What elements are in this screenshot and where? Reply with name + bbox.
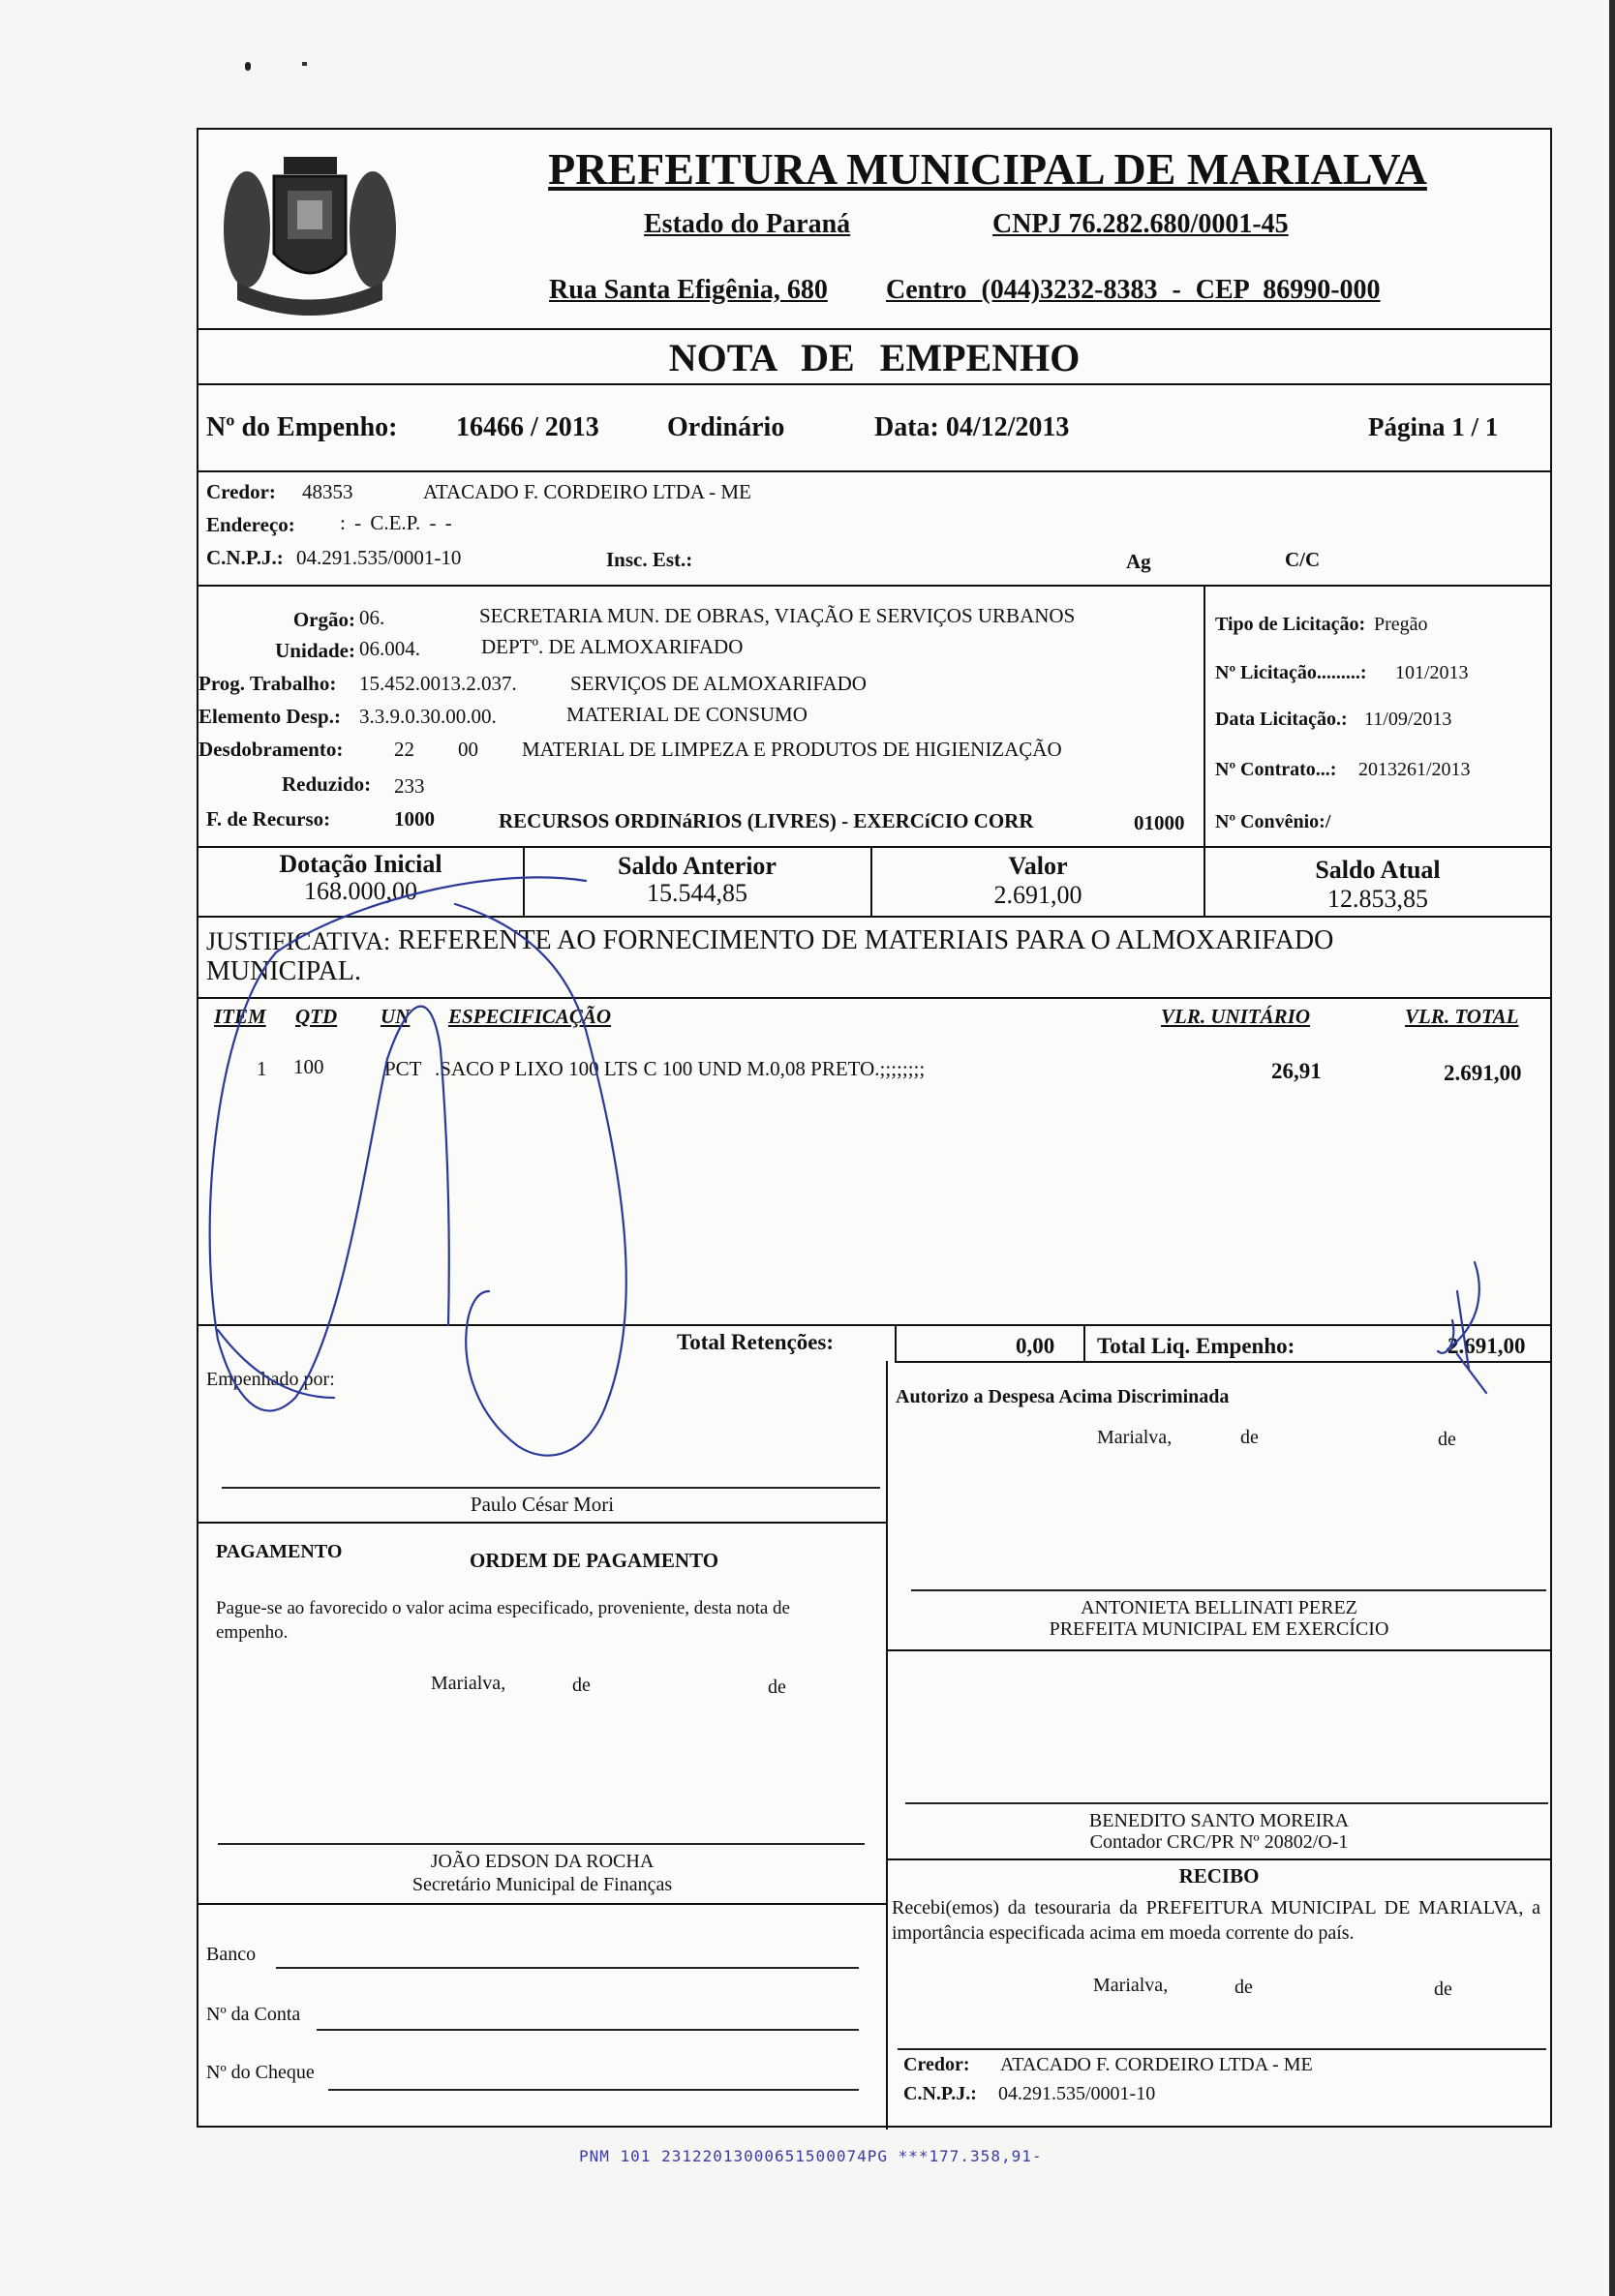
recibo-city: Marialva, [1093,1975,1169,1996]
autorizo-city: Marialva, [1097,1427,1173,1448]
item-unit-value: 26,91 [1271,1059,1322,1083]
footer-code: PNM 101 23122013000651500074PG ***177.358,91- [579,2147,1043,2165]
recibo-de2: de [1434,1979,1452,2000]
liquido-value: 2.691,00 [1447,1334,1526,1358]
desdobramento-code: 22 [394,738,414,761]
conta-label: Nº da Conta [206,2004,301,2025]
recurso-number: 01000 [1134,811,1185,834]
retencoes-value: 0,00 [1016,1334,1055,1358]
col-qtd-header: QTD [295,1005,338,1028]
financas-signer-name: JOÃO EDSON DA ROCHA [430,1851,655,1872]
municipality-title: PREFEITURA MUNICIPAL DE MARIALVA [548,144,1427,194]
recibo-cnpj-value: 04.291.535/0001-10 [998,2083,1156,2104]
empenhado-label: Empenhado por: [206,1369,335,1390]
recibo-title: RECIBO [1178,1864,1260,1888]
scan-speck [245,62,251,71]
elemento-code: 3.3.9.0.30.00.00. [359,705,497,728]
saldo-anterior-value: 15.544,85 [647,879,747,907]
city-address: Rua Santa Efigênia, 680 [549,275,828,305]
contrato-value: 2013261/2013 [1358,759,1471,780]
recibo-credor-label: Credor: [903,2054,970,2075]
num-licitacao-label: Nº Licitação.........: [1215,662,1367,683]
empenho-date: Data: 04/12/2013 [874,412,1070,442]
col-item-header: ITEM [214,1005,266,1028]
orgao-name: SECRETARIA MUN. DE OBRAS, VIAÇÃO E SERVIÇOS URBANOS [479,604,1076,627]
scan-speck [302,62,307,66]
orgao-code: 06. [359,606,385,629]
recibo-cnpj-label: C.N.P.J.: [903,2083,977,2104]
ordem-pagamento-title: ORDEM DE PAGAMENTO [470,1549,719,1572]
empenho-number: 16466 / 2013 [456,412,599,442]
item-number: 1 [257,1057,267,1080]
dotacao-label: Dotação Inicial [279,850,442,878]
autorizo-de2: de [1438,1429,1456,1450]
financas-signer-role: Secretário Municipal de Finanças [411,1874,673,1895]
insc-est-label: Insc. Est.: [606,548,693,571]
credor-cnpj: 04.291.535/0001-10 [296,546,462,569]
page-edge [1609,0,1615,2296]
empenho-label: Nº do Empenho: [206,412,398,442]
data-licitacao-value: 11/09/2013 [1364,709,1452,730]
item-total-value: 2.691,00 [1444,1061,1522,1085]
reduzido-value: 233 [394,774,425,798]
tipo-licitacao-value: Pregão [1374,614,1428,635]
empenho-type: Ordinário [667,412,785,442]
saldo-atual-value: 12.853,85 [1327,885,1428,913]
col-total-header: VLR. TOTAL [1405,1005,1519,1028]
col-un-header: UN [381,1005,411,1028]
recurso-label: F. de Recurso: [206,807,331,831]
item-un: PCT [384,1057,422,1080]
orgao-label: Orgão: [292,608,355,631]
recibo-text: Recebi(emos) da tesouraria da PREFEITURA MUNICIPAL DE MARIALVA, a importância especificada acima em moeda corrente do país. [892,1897,1540,1944]
valor-value: 2.691,00 [993,881,1082,909]
retencoes-label: Total Retenções: [677,1330,835,1354]
elemento-name: MATERIAL DE CONSUMO [566,703,808,726]
unidade-code: 06.004. [359,637,420,660]
pagamento-label: PAGAMENTO [216,1541,343,1562]
justificativa-line1: REFERENTE AO FORNECIMENTO DE MATERIAIS PARA O ALMOXARIFADO [398,925,1334,955]
cnpj-label: C.N.P.J.: [206,546,284,569]
state-name: Estado do Paraná [644,209,851,239]
liquido-label: Total Liq. Empenho: [1097,1334,1295,1358]
pagamento-city: Marialva, [431,1673,506,1694]
item-qtd: 100 [293,1055,324,1078]
saldo-anterior-label: Saldo Anterior [618,852,777,880]
pagamento-de1: de [572,1675,591,1696]
autorizo-de1: de [1240,1427,1259,1448]
agency-label: Ag [1126,550,1151,573]
cheque-label: Nº do Cheque [206,2062,315,2083]
valor-label: Valor [1008,852,1068,880]
prog-label: Prog. Trabalho: [198,672,337,695]
document-form [197,128,1552,2128]
prog-code: 15.452.0013.2.037. [359,672,517,695]
unidade-label: Unidade: [275,639,355,662]
recurso-name: RECURSOS ORDINáRIOS (LIVRES) - EXERCíCIO CORR [499,809,1034,832]
empenhado-signer: Paulo César Mori [470,1493,615,1516]
col-unit-header: VLR. UNITÁRIO [1161,1005,1311,1028]
desdobramento-sub: 00 [458,738,478,761]
contrato-label: Nº Contrato...: [1215,759,1337,780]
city-contact: Centro (044)3232-8383 - CEP 86990-000 [886,275,1381,305]
convenio-label: Nº Convênio:/ [1215,811,1331,832]
recibo-credor-name: ATACADO F. CORDEIRO LTDA - ME [1000,2054,1313,2075]
desdobramento-name: MATERIAL DE LIMPEZA E PRODUTOS DE HIGIENIZAÇÃO [522,738,1062,761]
prefeita-name: ANTONIETA BELLINATI PEREZ [1081,1597,1357,1618]
contador-role: Contador CRC/PR Nº 20802/O-1 [1089,1831,1349,1853]
address-label: Endereço: [206,513,295,536]
prefeita-role: PREFEITA MUNICIPAL EM EXERCÍCIO [1049,1618,1389,1640]
desdobramento-label: Desdobramento: [198,738,344,761]
elemento-label: Elemento Desp.: [198,705,341,728]
saldo-atual-label: Saldo Atual [1315,856,1441,884]
autorizo-label: Autorizo a Despesa Acima Discriminada [896,1386,1230,1407]
address-value: : - C.E.P. - - [340,511,452,534]
pagamento-de2: de [768,1677,786,1698]
credor-code: 48353 [302,480,353,503]
credor-label: Credor: [206,480,276,503]
tipo-licitacao-label: Tipo de Licitação: [1215,614,1366,635]
account-label: C/C [1285,548,1321,571]
item-spec: .SACO P LIXO 100 LTS C 100 UND M.0,08 PRETO.;;;;;;;; [435,1057,926,1080]
recurso-code: 1000 [394,807,435,831]
reduzido-label: Reduzido: [282,772,372,796]
justificativa-line2: MUNICIPAL. [206,956,361,986]
handwritten-signature [198,130,1554,2130]
unidade-name: DEPTº. DE ALMOXARIFADO [481,635,744,658]
recibo-de1: de [1234,1977,1253,1998]
banco-label: Banco [206,1944,257,1965]
col-espec-header: ESPECIFICAÇÃO [448,1005,612,1028]
page-number: Página 1 / 1 [1368,412,1499,441]
prog-name: SERVIÇOS DE ALMOXARIFADO [570,672,867,695]
city-cnpj: CNPJ 76.282.680/0001-45 [992,209,1289,239]
pagamento-text: Pague-se ao favorecido o valor acima especificado, proveniente, desta nota de empenho. [216,1598,790,1643]
contador-name: BENEDITO SANTO MOREIRA [1088,1810,1350,1831]
document-title: NOTA DE EMPENHO [668,336,1081,379]
dotacao-value: 168.000,00 [304,877,417,905]
credor-name: ATACADO F. CORDEIRO LTDA - ME [423,480,751,503]
num-licitacao-value: 101/2013 [1395,662,1469,683]
justificativa-label: JUSTIFICATIVA: [206,927,391,955]
data-licitacao-label: Data Licitação.: [1215,709,1348,730]
